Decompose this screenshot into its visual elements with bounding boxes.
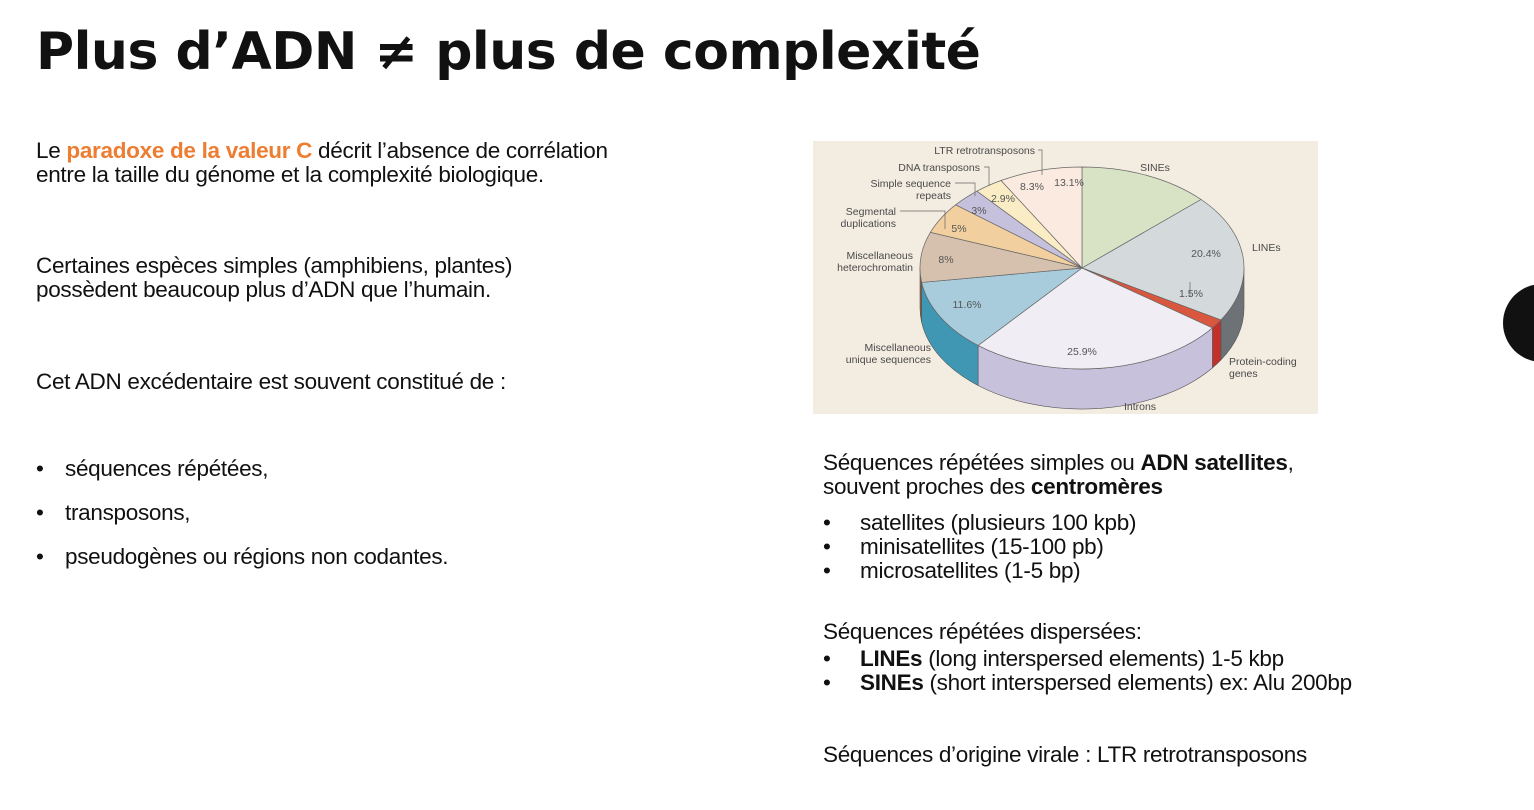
text: (short interspersed elements) ex: Alu 200bp xyxy=(923,670,1352,695)
list-item-text: microsatellites (1-5 bp) xyxy=(860,558,1081,583)
text: , xyxy=(1287,450,1294,475)
list-item-text: séquences répétées, xyxy=(65,456,269,481)
slice-category-label: Miscellaneous heterochromatin xyxy=(837,250,913,274)
dispersed-repeats-heading: Séquences répétées dispersées: xyxy=(823,619,1142,644)
list-item xyxy=(36,452,448,496)
slice-category-label: LINEs xyxy=(1252,242,1281,254)
dispersed-repeats-list xyxy=(823,647,1352,695)
bold-term: centromères xyxy=(1030,474,1163,499)
list-item-text xyxy=(860,671,1352,695)
satellite-dna-heading xyxy=(823,451,1294,499)
bullet-icon: • xyxy=(36,544,44,569)
list-item xyxy=(823,647,1352,671)
satellite-list xyxy=(823,511,1136,583)
p2-line1: Certaines espèces simples (amphibiens, plantes) xyxy=(36,253,513,278)
p2-line2: possèdent beaucoup plus d’ADN que l’humain. xyxy=(36,277,491,302)
bullet-icon: • xyxy=(823,646,831,671)
slice-percent-label: 3% xyxy=(971,205,987,217)
slice-percent-label: 2.9% xyxy=(991,193,1015,205)
slice-category-label: DNA transposons xyxy=(898,162,980,174)
list-item-text: satellites (plusieurs 100 kpb) xyxy=(860,510,1137,535)
slice-category-label: Miscellaneous unique sequences xyxy=(845,342,931,366)
slice-percent-label: 8% xyxy=(938,254,954,266)
list-item-text: minisatellites (15-100 pb) xyxy=(860,534,1104,559)
pie-chart-svg xyxy=(813,141,1318,414)
excess-dna-list xyxy=(36,452,448,584)
bullet-icon: • xyxy=(823,670,831,695)
p1-rest: décrit l’absence de corrélation xyxy=(312,138,608,163)
c-value-paradox-highlight: paradoxe de la valeur C xyxy=(66,138,313,163)
genome-composition-pie-chart xyxy=(813,141,1318,414)
slice-category-label: Protein-coding genes xyxy=(1229,356,1297,380)
slice-category-label: Segmental duplications xyxy=(840,206,896,230)
bold-term: ADN satellites xyxy=(1140,450,1288,475)
slice-category-label: LTR retrotransposons xyxy=(934,145,1035,157)
slice-category-label: SINEs xyxy=(1140,162,1170,174)
bullet-icon: • xyxy=(823,510,831,535)
simple-species-paragraph xyxy=(36,254,512,302)
slice-category-label: Introns xyxy=(1123,401,1157,413)
slide-title: Plus d’ADN ≠ plus de complexité xyxy=(36,22,981,82)
text: (long interspersed elements) 1-5 kbp xyxy=(922,646,1284,671)
p1-prefix: Le xyxy=(36,138,67,163)
side-navigation-tab[interactable] xyxy=(1503,284,1534,362)
viral-origin-text: Séquences d’origine virale : LTR retrotransposons xyxy=(823,742,1307,767)
list-item-text: pseudogènes ou régions non codantes. xyxy=(65,544,449,569)
c-value-paradox-paragraph xyxy=(36,139,608,187)
list-item-text xyxy=(860,647,1284,671)
text: souvent proches des xyxy=(823,474,1031,499)
text: Séquences répétées simples ou xyxy=(823,450,1141,475)
bullet-icon: • xyxy=(823,534,831,559)
slice-category-label: Simple sequence repeats xyxy=(870,178,951,202)
list-item xyxy=(36,540,448,584)
slice-percent-label: 1.5% xyxy=(1179,288,1203,300)
list-item xyxy=(823,535,1136,559)
bullet-icon: • xyxy=(823,558,831,583)
list-item xyxy=(823,671,1352,695)
list-item-text: transposons, xyxy=(65,500,191,525)
bold-term: LINEs xyxy=(860,646,923,671)
bold-term: SINEs xyxy=(860,670,924,695)
slice-percent-label: 25.9% xyxy=(1067,346,1097,358)
excess-dna-paragraph: Cet ADN excédentaire est souvent constitué de : xyxy=(36,369,506,394)
bullet-icon: • xyxy=(36,456,44,481)
list-item xyxy=(36,496,448,540)
leader-line xyxy=(984,167,989,186)
slice-percent-label: 20.4% xyxy=(1191,248,1221,260)
slice-percent-label: 11.6% xyxy=(952,299,982,311)
list-item xyxy=(823,511,1136,535)
slice-percent-label: 8.3% xyxy=(1020,181,1044,193)
bullet-icon: • xyxy=(36,500,44,525)
slice-percent-label: 5% xyxy=(951,223,967,235)
p1-line2: entre la taille du génome et la complexité biologique. xyxy=(36,162,544,187)
slice-percent-label: 13.1% xyxy=(1054,177,1084,189)
list-item xyxy=(823,559,1136,583)
